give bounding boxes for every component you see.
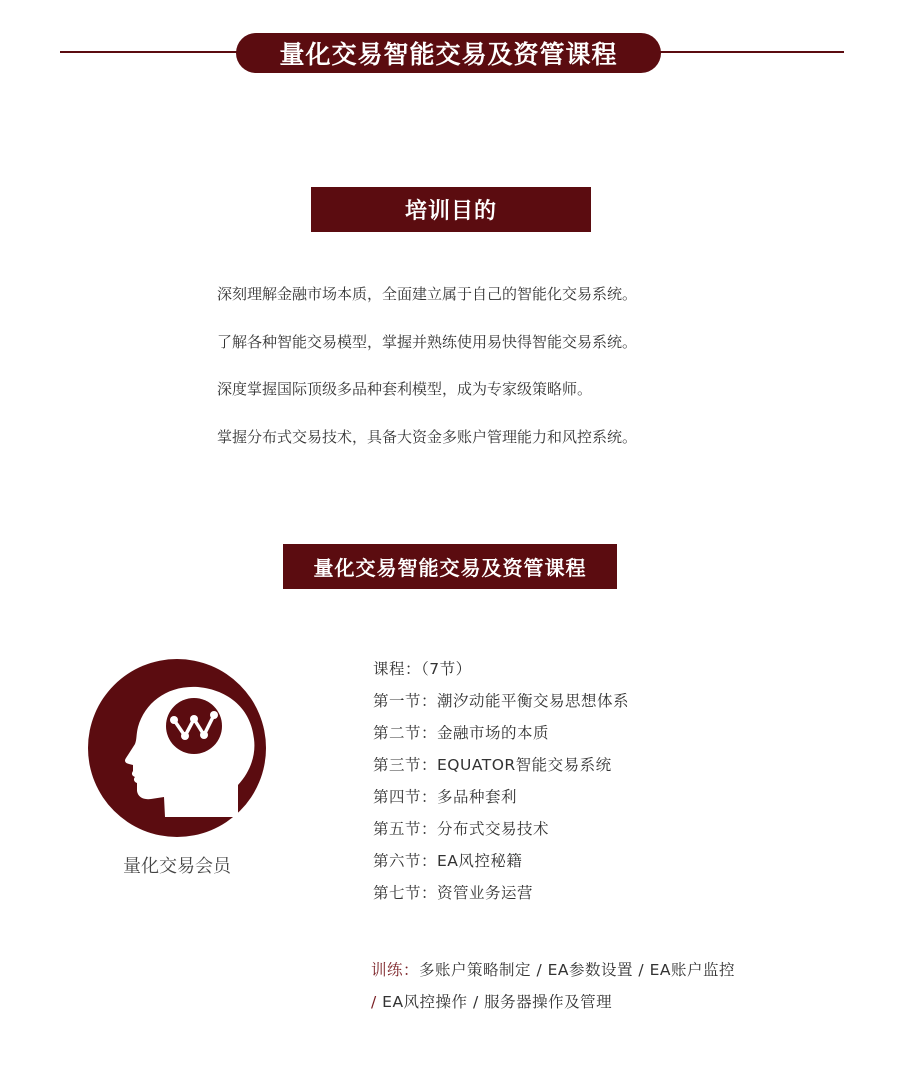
course-item: 第三节：EQUATOR智能交易系统	[373, 756, 612, 774]
purpose-item: 了解各种智能交易模型，掌握并熟练使用易快得智能交易系统。	[217, 332, 638, 351]
page-title: 量化交易智能交易及资管课程	[236, 33, 661, 73]
training-line-1	[371, 954, 811, 986]
course-item: 第四节：多品种套利	[373, 788, 518, 806]
purpose-item: 掌握分布式交易技术，具备大资金多账户管理能力和风控系统。	[217, 427, 638, 446]
course-item: 第二节：金融市场的本质	[373, 724, 550, 742]
course-item: 第五节：分布式交易技术	[373, 820, 550, 838]
training-list	[371, 954, 811, 1018]
training-label: 训练：	[371, 961, 420, 979]
course-list	[373, 653, 813, 909]
purpose-item: 深刻理解金融市场本质，全面建立属于自己的智能化交易系统。	[217, 285, 638, 303]
training-items-1: 多账户策略制定 / EA参数设置 / EA账户监控	[419, 961, 735, 979]
course-item: 第六节：EA风控秘籍	[373, 852, 523, 870]
training-separator: /	[371, 993, 383, 1011]
training-items-2: EA风控操作 / 服务器操作及管理	[382, 993, 613, 1011]
head-with-chart-icon	[88, 659, 266, 837]
course-item: 第一节：潮汐动能平衡交易思想体系	[373, 692, 630, 710]
course-heading: 量化交易智能交易及资管课程	[283, 544, 617, 589]
course-item: 第七节：资管业务运营	[373, 884, 534, 902]
purpose-heading: 培训目的	[311, 187, 591, 232]
training-line-2	[371, 986, 811, 1018]
purpose-item: 深度掌握国际顶级多品种套利模型，成为专家级策略师。	[217, 380, 593, 398]
course-summary: 课程：（7节）	[373, 660, 472, 678]
member-label: 量化交易会员	[123, 856, 231, 877]
purpose-list	[217, 282, 777, 472]
